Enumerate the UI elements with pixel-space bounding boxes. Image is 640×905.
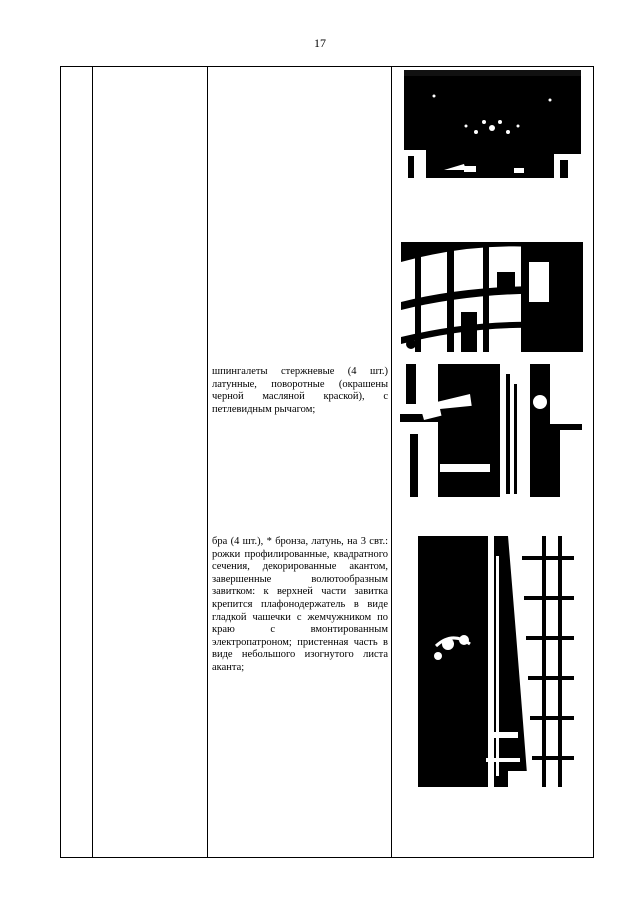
photo-latch: [400, 364, 582, 497]
description-shpingalety: шпингалеты стержневые (4 шт.) латунные, поворотные (окрашены черной масляной краской), с петлевидным рычагом;: [212, 366, 388, 415]
column-divider-1: [92, 67, 93, 857]
column-divider-3: [391, 67, 392, 857]
description-bra: бра (4 шт.), * бронза, латунь, на 3 свт.: рожки профилированные, квадратного сечения, декорированные акантом, завершенные волютообразным завитком: к верхней части завитка крепится плафонодержатель в виде гладкой чашечки с жемчужником по краю с вмонтированным электропатроном; пристенная часть в виде небольшого изогнутого листа аканта;: [212, 536, 388, 673]
page-number: 17: [314, 36, 326, 50]
photo-sconce: [418, 536, 574, 787]
column-divider-2: [207, 67, 208, 857]
photo-chandelier: [404, 70, 581, 178]
photo-window-frames: [401, 242, 583, 352]
